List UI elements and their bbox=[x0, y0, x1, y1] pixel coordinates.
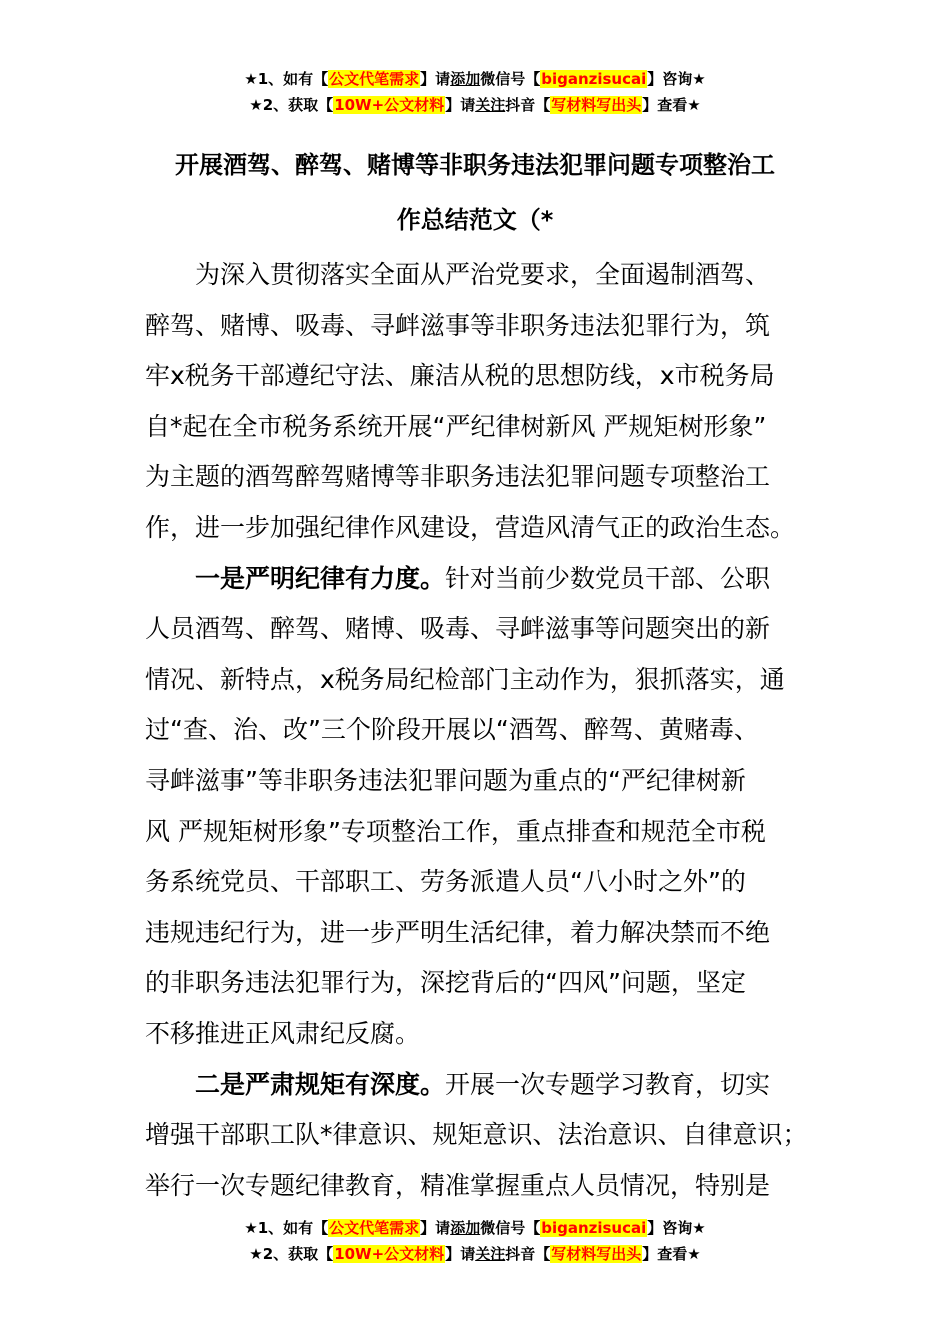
notice-line-1: ★1、如有【公文代笔需求】请添加微信号【biganzisucai】咨询★ bbox=[244, 1219, 706, 1237]
section-heading: 一是严明纪律有力度。 bbox=[195, 563, 446, 593]
section-heading: 二是严肃规矩有深度。 bbox=[195, 1069, 446, 1099]
paragraph-2-line: 风 严规矩树形象”专项整治工作，重点排查和规范全市税 bbox=[145, 816, 766, 846]
paragraph-2-line: 过“查、治、改”三个阶段开展以“酒驾、醉驾、黄赌毒、 bbox=[145, 715, 759, 745]
highlight-text: 10W+公文材料 bbox=[334, 96, 445, 114]
highlight-text: 10W+公文材料 bbox=[334, 1245, 445, 1263]
highlight-text: 公文代笔需求 bbox=[329, 70, 420, 88]
wechat-id-highlight: biganzisucai bbox=[541, 1219, 647, 1237]
paragraph-1-line: 为主题的酒驾醉驾赌博等非职务违法犯罪问题专项整治工 bbox=[145, 462, 771, 492]
paragraph-3-first-line: 二是严肃规矩有深度。开展一次专题学习教育，切实 bbox=[195, 1069, 771, 1099]
document-body bbox=[145, 250, 825, 1211]
notice-line-2: ★2、获取【10W+公文材料】请关注抖音【写材料写出头】查看★ bbox=[249, 1245, 701, 1263]
paragraph-2-line: 违规违纪行为，进一步严明生活纪律，着力解决禁而不绝 bbox=[145, 917, 771, 947]
underlined-text: 添加 bbox=[450, 70, 481, 88]
paragraph-2-first-line: 一是严明纪律有力度。针对当前少数党员干部、公职 bbox=[195, 563, 771, 593]
notice-line-1: ★1、如有【公文代笔需求】请添加微信号【biganzisucai】咨询★ bbox=[244, 70, 706, 88]
footer-notice bbox=[0, 1215, 950, 1267]
paragraph-2-line: 的非职务违法犯罪行为，深挖背后的“四风”问题，坚定 bbox=[145, 968, 746, 998]
paragraph-1-line: 牢x税务干部遵纪守法、廉洁从税的思想防线，x市税务局 bbox=[145, 361, 775, 391]
underlined-text: 关注 bbox=[475, 96, 506, 114]
underlined-text: 关注 bbox=[475, 1245, 506, 1263]
paragraph-2-line: 寻衅滋事”等非职务违法犯罪问题为重点的“严纪律树新 bbox=[145, 765, 746, 795]
paragraph-1-line: 为深入贯彻落实全面从严治党要求，全面遏制酒驾、 bbox=[195, 260, 771, 289]
paragraph-2-line: 务系统党员、干部职工、劳务派遣人员“八小时之外”的 bbox=[145, 867, 746, 897]
wechat-id-highlight: biganzisucai bbox=[541, 70, 647, 88]
paragraph-1-line: 自*起在全市税务系统开展“严纪律树新风 严规矩树形象” bbox=[145, 411, 767, 441]
paragraph-3-line: 增强干部职工队*律意识、规矩意识、法治意识、自律意识； bbox=[145, 1120, 808, 1150]
paragraph-2-line: 人员酒驾、醉驾、赌博、吸毒、寻衅滋事等问题突出的新 bbox=[145, 614, 771, 644]
notice-line-2: ★2、获取【10W+公文材料】请关注抖音【写材料写出头】查看★ bbox=[249, 96, 701, 114]
document-title bbox=[150, 138, 800, 248]
paragraph-2-line: 不移推进正风肃纪反腐。 bbox=[145, 1018, 421, 1048]
underlined-text: 添加 bbox=[450, 1219, 481, 1237]
douyin-account-highlight: 写材料写出头 bbox=[551, 1245, 642, 1263]
paragraph-1-line: 醉驾、赌博、吸毒、寻衅滋事等非职务违法犯罪行为，筑 bbox=[145, 310, 771, 340]
douyin-account-highlight: 写材料写出头 bbox=[551, 96, 642, 114]
header-notice bbox=[0, 66, 950, 118]
title-line-1: 开展酒驾、醉驾、赌博等非职务违法犯罪问题专项整治工 bbox=[175, 151, 775, 179]
paragraph-1-line: 作，进一步加强纪律作风建设，营造风清气正的政治生态。 bbox=[145, 512, 796, 542]
paragraph-2-line: 情况、新特点，x税务局纪检部门主动作为，狠抓落实，通 bbox=[145, 664, 785, 694]
title-line-2: 作总结范文（* bbox=[396, 206, 554, 234]
highlight-text: 公文代笔需求 bbox=[329, 1219, 420, 1237]
paragraph-3-line: 举行一次专题纪律教育，精准掌握重点人员情况，特别是 bbox=[145, 1170, 771, 1200]
